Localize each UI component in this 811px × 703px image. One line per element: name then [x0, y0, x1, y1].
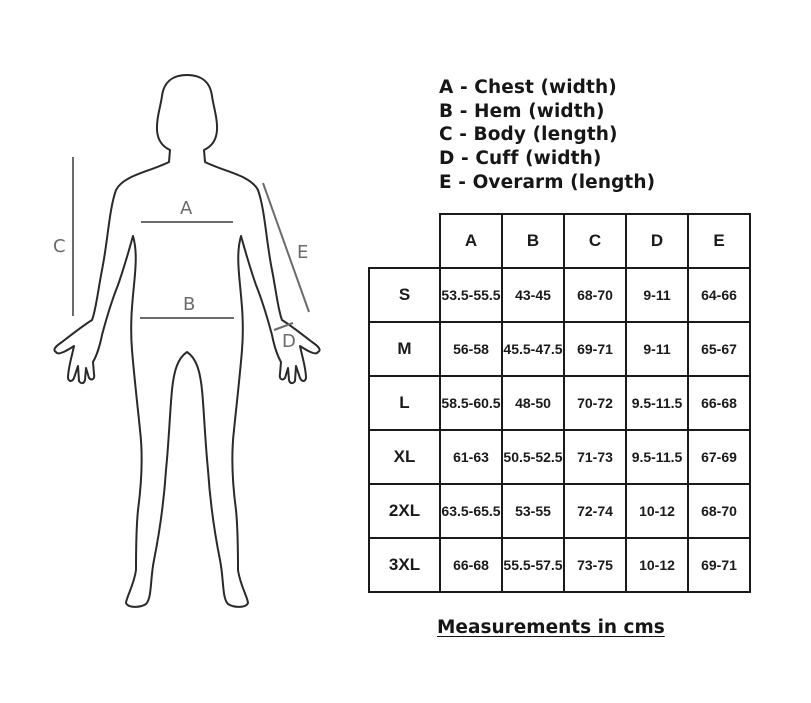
table-cell: 71-73 — [564, 430, 626, 484]
label-b: B — [183, 294, 196, 315]
table-cell: 43-45 — [502, 268, 564, 322]
size-label: XL — [369, 430, 440, 484]
column-header-c: C — [564, 214, 626, 268]
measurement-legend — [439, 76, 655, 195]
table-cell: 72-74 — [564, 484, 626, 538]
table-cell: 9.5-11.5 — [626, 430, 688, 484]
table-cell: 48-50 — [502, 376, 564, 430]
table-row — [369, 484, 750, 538]
table-cell: 61-63 — [440, 430, 502, 484]
column-header-b: B — [502, 214, 564, 268]
table-cell: 56-58 — [440, 322, 502, 376]
table-cell: 9-11 — [626, 268, 688, 322]
label-a: A — [180, 198, 193, 219]
table-cell: 10-12 — [626, 538, 688, 592]
table-cell: 10-12 — [626, 484, 688, 538]
table-cell: 66-68 — [688, 376, 750, 430]
table-cell: 69-71 — [688, 538, 750, 592]
table-cell: 45.5-47.5 — [502, 322, 564, 376]
table-cell: 58.5-60.5 — [440, 376, 502, 430]
size-label: 2XL — [369, 484, 440, 538]
table-cell: 63.5-65.5 — [440, 484, 502, 538]
legend-item-overarm: E - Overarm (length) — [439, 171, 656, 193]
table-cell: 73-75 — [564, 538, 626, 592]
table-row — [369, 430, 750, 484]
table-cell: 9-11 — [626, 322, 688, 376]
table-cell: 64-66 — [688, 268, 750, 322]
table-cell: 69-71 — [564, 322, 626, 376]
legend-item-hem: B - Hem (width) — [439, 100, 605, 122]
column-header-e: E — [688, 214, 750, 268]
table-row — [369, 268, 750, 322]
legend-item-chest: A - Chest (width) — [439, 77, 617, 98]
table-cell: 68-70 — [564, 268, 626, 322]
label-c: C — [53, 236, 66, 257]
label-d: D — [282, 331, 296, 352]
size-table — [368, 213, 751, 593]
legend-item-body: C - Body (length) — [439, 124, 618, 146]
table-cell: 70-72 — [564, 376, 626, 430]
table-cell: 66-68 — [440, 538, 502, 592]
table-corner — [369, 214, 440, 268]
table-cell: 50.5-52.5 — [502, 430, 564, 484]
table-row — [369, 322, 750, 376]
size-label: L — [369, 376, 440, 430]
size-label: M — [369, 322, 440, 376]
table-cell: 67-69 — [688, 430, 750, 484]
table-cell: 68-70 — [688, 484, 750, 538]
size-label: S — [369, 268, 440, 322]
body-outline — [54, 75, 319, 607]
table-cell: 9.5-11.5 — [626, 376, 688, 430]
body-diagram — [0, 0, 360, 640]
table-cell: 55.5-57.5 — [502, 538, 564, 592]
table-header-row — [369, 214, 750, 268]
table-cell: 53.5-55.5 — [440, 268, 502, 322]
measurement-units-note: Measurements in cms — [437, 617, 665, 638]
table-row — [369, 376, 750, 430]
table-cell: 65-67 — [688, 322, 750, 376]
table-row — [369, 538, 750, 592]
column-header-a: A — [440, 214, 502, 268]
column-header-d: D — [626, 214, 688, 268]
size-label: 3XL — [369, 538, 440, 592]
table-cell: 53-55 — [502, 484, 564, 538]
label-e: E — [297, 242, 309, 263]
legend-item-cuff: D - Cuff (width) — [439, 148, 602, 170]
